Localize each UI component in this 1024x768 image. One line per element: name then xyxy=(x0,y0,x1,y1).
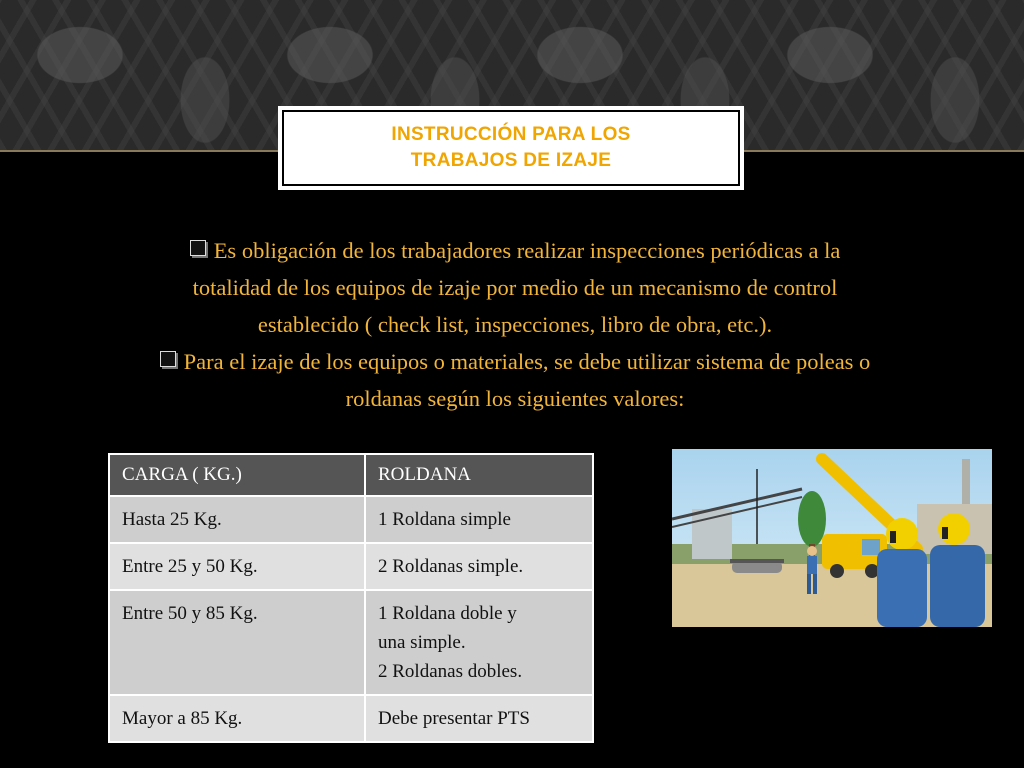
table-row xyxy=(109,496,593,543)
checkbox-bullet-icon xyxy=(160,351,176,367)
bullet-item xyxy=(60,343,970,417)
bullet-line: totalidad de los equipos de izaje por medio de un mecanismo de control xyxy=(192,275,838,300)
table-header-row xyxy=(109,454,593,496)
title-line-2: TRABAJOS DE IZAJE xyxy=(410,150,612,171)
table-cell: 1 Roldana simple xyxy=(365,496,593,543)
table-row xyxy=(109,543,593,590)
crane-lifting-scene-icon xyxy=(672,449,992,627)
table-cell: Hasta 25 Kg. xyxy=(109,496,365,543)
table-cell: 1 Roldana doble y una simple. 2 Roldanas dobles. xyxy=(365,590,593,695)
bullet-item xyxy=(60,232,970,343)
table-cell: Entre 50 y 85 Kg. xyxy=(109,590,365,695)
bullet-line: roldanas según los siguientes valores: xyxy=(345,386,685,411)
table-row xyxy=(109,590,593,695)
bullet-line: Es obligación de los trabajadores realizar inspecciones periódicas a la xyxy=(213,238,841,263)
column-header-roldana: ROLDANA xyxy=(365,454,593,496)
table-cell: 2 Roldanas simple. xyxy=(365,543,593,590)
title-box xyxy=(278,106,744,190)
table-row xyxy=(109,695,593,742)
page-title xyxy=(391,122,630,174)
table-cell: Entre 25 y 50 Kg. xyxy=(109,543,365,590)
checkbox-bullet-icon xyxy=(190,240,206,256)
bullet-line: Para el izaje de los equipos o materiales, se debe utilizar sistema de poleas o xyxy=(183,349,871,374)
table-cell: Mayor a 85 Kg. xyxy=(109,695,365,742)
title-line-1: INSTRUCCIÓN PARA LOS xyxy=(391,124,631,145)
column-header-carga: CARGA ( KG.) xyxy=(109,454,365,496)
bullet-line: establecido ( check list, inspecciones, libro de obra, etc.). xyxy=(257,312,773,337)
load-pulley-table xyxy=(108,453,594,743)
table-cell: Debe presentar PTS xyxy=(365,695,593,742)
bullet-list xyxy=(60,232,970,417)
